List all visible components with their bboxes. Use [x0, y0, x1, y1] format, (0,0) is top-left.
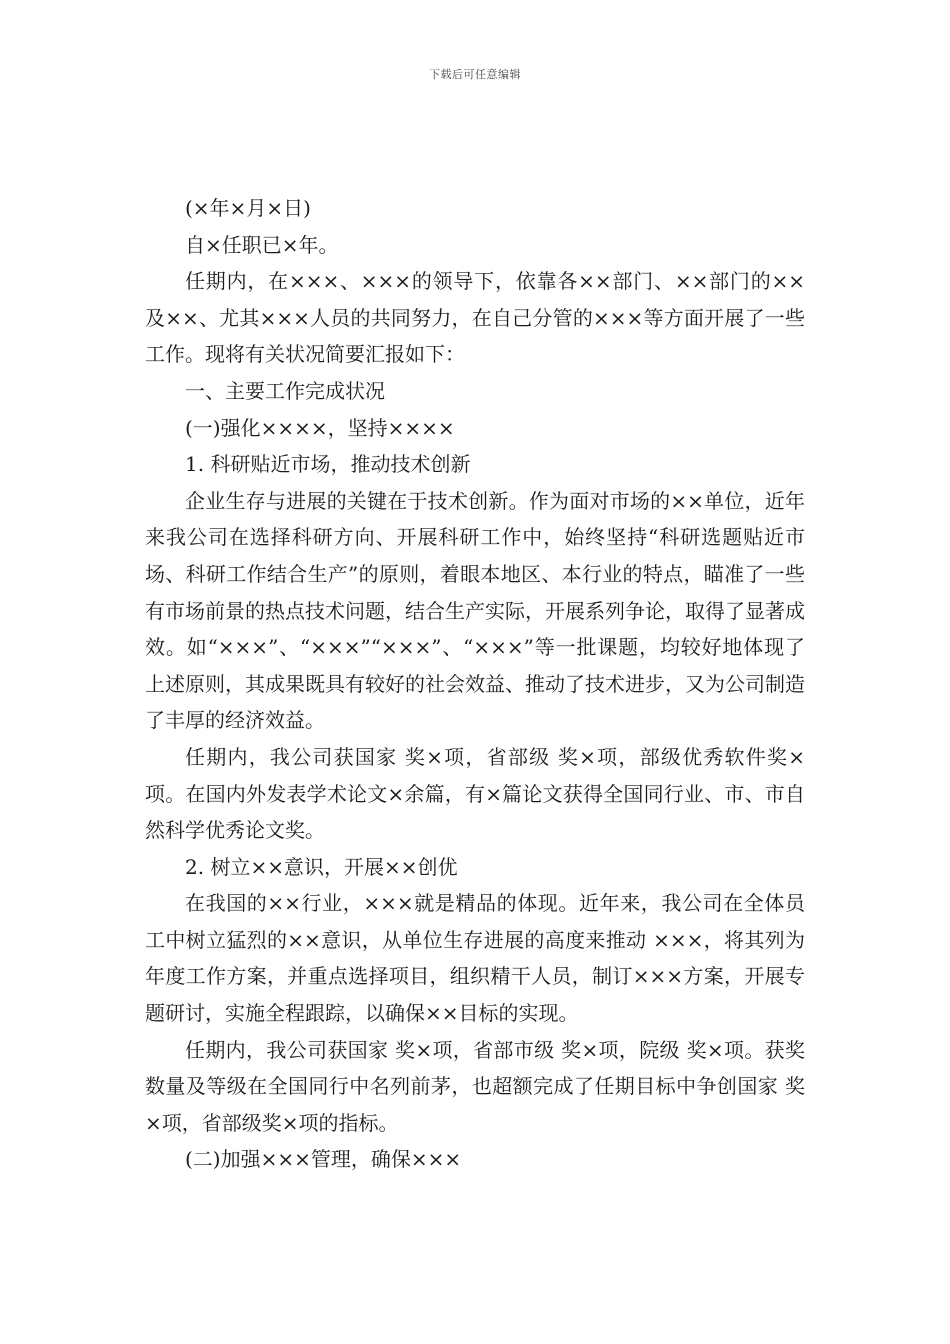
subsection-heading-2: (二)加强×××管理，确保×××	[185, 1147, 462, 1172]
report-date: (×年×月×日)	[185, 196, 311, 220]
body-paragraph-quality: 在我国的××行业，×××就是精品的体现。近年来，我公司在全体员工中树立猛烈的××意识，从单位生存进展的高度来推动 ×××，将其列为年度工作方案，并重点选择项目，组织精干人员，制订×××方案，开展专题研讨，实施全程跟踪，以确保××目标的实现。	[145, 891, 805, 1026]
item-heading-2: 2. 树立××意识，开展××创优	[185, 854, 458, 879]
document-body	[145, 190, 805, 1178]
subsection-heading-1: (一)强化××××，坚持××××	[185, 415, 455, 440]
tenure-statement: 自×任职已×年。	[185, 232, 339, 257]
page-header: 下载后可任意编辑	[429, 68, 521, 81]
body-paragraph-awards-2: 任期内，我公司获国家 奖×项，省部市级 奖×项，院级 奖×项。获奖数量及等级在全国同行中名列前茅，也超额完成了任期目标中争创国家 奖×项，省部级奖×项的指标。	[145, 1037, 805, 1135]
body-paragraph-innovation: 企业生存与进展的关键在于技术创新。作为面对市场的××单位，近年来我公司在选择科研方向、开展科研工作中，始终坚持“科研选题贴近市场、科研工作结合生产”的原则，着眼本地区、本行业的特点，瞄准了一些有市场前景的热点技术问题，结合生产实际，开展系列争论，取得了显著成效。如“×××”、“×××”“×××”、“×××”等一批课题，均较好地体现了上述原则，其成果既具有较好的社会效益、推动了技术进步，又为公司制造了丰厚的经济效益。	[145, 488, 805, 733]
intro-paragraph: 任期内，在×××、×××的领导下，依靠各××部门、××部门的××及××、尤其×××人员的共同努力，在自己分管的×××等方面开展了一些工作。现将有关状况简要汇报如下：	[145, 269, 805, 367]
item-heading-1: 1. 科研贴近市场，推动技术创新	[185, 452, 471, 477]
section-heading-1: 一、主要工作完成状况	[185, 378, 385, 403]
body-paragraph-awards-1: 任期内，我公司获国家 奖×项，省部级 奖×项，部级优秀软件奖×项。在国内外发表学术论文×余篇，有×篇论文获得全国同行业、市、市自然科学优秀论文奖。	[145, 744, 805, 843]
